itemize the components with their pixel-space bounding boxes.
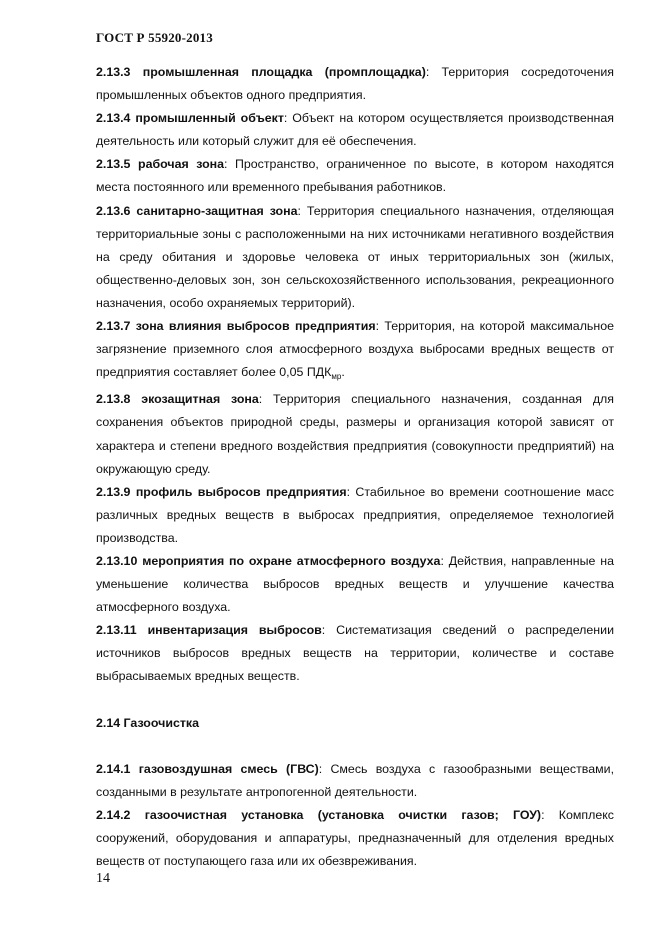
entry-definition: : Систематизация сведений о распределении источников выбросов вредных веществ на территории, количестве и составе выбрасываемых вредных веществ. — [96, 623, 614, 684]
entry-definition: : Территория специального назначения, отделяющая территориальные зоны с расположенными на них источниками негативного воздействия на среду обитания и здоровье человека от иных территориальных зон (жилых, общественно-деловых зон, зон сельскохозяйственного использования, рекреационного назначения, особо охраняемых территорий). — [96, 203, 614, 310]
entry-number: 2.13.4 — [96, 111, 131, 126]
entry-definition: : Стабильное во времени соотношение масс различных вредных веществ в выбросах предприятия, определяемое технологией производства. — [96, 484, 614, 545]
entry-number: 2.13.6 — [96, 203, 131, 218]
entry-definition: : Комплекс сооружений, оборудования и аппаратуры, предназначенный для отделения вредных веществ от поступающего газа или их обезвреживания. — [96, 807, 614, 868]
entry-number: 2.14.1 — [96, 761, 131, 776]
entry-definition: : Объект на котором осуществляется производственная деятельность или который служит для её обеспечения. — [96, 111, 615, 149]
entry-term: санитарно-защитная зона — [136, 203, 298, 218]
entry-number: 2.13.5 — [96, 157, 131, 172]
entry-number: 2.13.9 — [96, 484, 131, 499]
page-number: 14 — [96, 871, 110, 886]
definition-entry — [96, 758, 614, 804]
entry-term: газовоздушная смесь (ГВС) — [138, 761, 319, 776]
entry-term: зона влияния выбросов предприятия — [135, 319, 376, 334]
entry-number: 2.13.3 — [96, 65, 131, 79]
definition-entry — [96, 550, 614, 619]
document-body — [96, 61, 614, 873]
entry-definition: : Смесь воздуха с газообразными веществами, созданными в результате антропогенной деятельности. — [96, 761, 615, 799]
definition-entry — [96, 200, 614, 315]
entry-definition: : Территория, на которой максимальное загрязнение приземного слоя атмосферного воздуха выбросами вредных веществ от предприятия составляет более 0,05 ПДК — [96, 319, 615, 380]
entry-term: промышленный объект — [135, 111, 284, 126]
document-code-header: ГОСТ Р 55920-2013 — [96, 30, 213, 45]
entry-number: 2.13.10 — [96, 553, 138, 568]
entry-term: экозащитная зона — [141, 392, 259, 407]
entry-definition: : Территория специального назначения, созданная для сохранения объектов природной среды, размеры и организация которой зависят от характера и степени вредного воздействия предприятия (совокупности предприятий) на окружающую среду. — [96, 392, 614, 476]
entry-definition: : Пространство, ограниченное по высоте, в котором находятся места постоянного или временного пребывания работников. — [96, 157, 614, 195]
definition-entry — [96, 388, 614, 480]
entry-term: промышленная площадка (промплощадка) — [142, 65, 426, 79]
definition-entry — [96, 315, 614, 388]
entry-term: инвентаризация выбросов — [147, 623, 322, 638]
entry-definition: : Территория сосредоточения промышленных объектов одного предприятия. — [96, 65, 614, 103]
definition-entry — [96, 153, 614, 199]
definition-entry — [96, 481, 614, 550]
entry-number: 2.13.11 — [96, 623, 137, 638]
definition-entry — [96, 804, 614, 873]
definition-entry — [96, 107, 614, 153]
entry-term: профиль выбросов предприятия — [135, 484, 347, 499]
entry-definition: : Действия, направленные на уменьшение количества выбросов вредных веществ и улучшение качества атмосферного воздуха. — [96, 553, 614, 615]
entry-number: 2.13.8 — [96, 392, 131, 407]
pdk-subscript: мр — [331, 372, 342, 382]
entry-term: газоочистная установка (установка очистки газов; ГОУ) — [144, 807, 542, 822]
entry-term: мероприятия по охране атмосферного воздуха — [142, 553, 441, 568]
definition-entry — [96, 61, 614, 107]
entry-number: 2.14.2 — [96, 807, 131, 822]
entry-term: рабочая зона — [138, 157, 225, 172]
definition-entry — [96, 619, 614, 688]
section-heading: 2.14 Газоочистка — [96, 715, 200, 730]
entry-number: 2.13.7 — [96, 319, 131, 334]
entry-definition-end: . — [341, 365, 345, 380]
